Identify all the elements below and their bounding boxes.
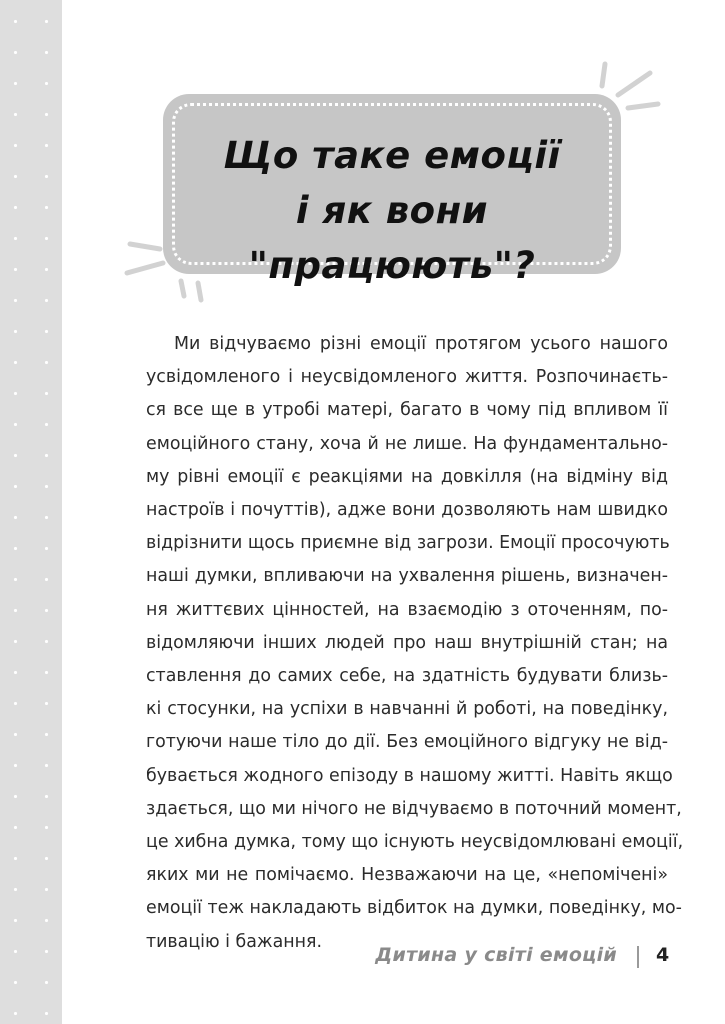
page-title-line-1: Що таке емоції: [223, 134, 561, 177]
paragraph-line: відомляючи інших людей про наш внутрішній стан; на: [146, 632, 668, 653]
paragraph-line: кі стосунки, на успіхи в навчанні й роботі, на поведінку,: [146, 699, 668, 720]
paragraph-line: готуючи наше тіло до дії. Без емоційного відгуку не від-: [146, 732, 668, 753]
ray-top-right-2: [618, 73, 650, 95]
left-margin-strip: [0, 0, 62, 1024]
ray-bottom-left-1: [130, 244, 160, 249]
paragraph-line: бувається жодного епізоду в нашому житті. Навіть якщо: [146, 765, 673, 786]
paragraph-line: ставлення до самих себе, на здатність будувати близь-: [146, 666, 668, 687]
paragraph-line: му рівні емоції є реакціями на довкілля (на відміну від: [146, 466, 668, 487]
footer-book-title: Дитина у світі емоцій: [375, 944, 617, 966]
paragraph-line: усвідомленого і неусвідомленого життя. Розпочинаєть-: [146, 367, 668, 388]
paragraph-line: емоційного стану, хоча й не лише. На фундаментально-: [146, 433, 668, 454]
page-title: [163, 128, 621, 293]
paragraph-line: настроїв і почуттів), адже вони дозволяють нам швидко: [146, 500, 668, 521]
page-number: 4: [656, 944, 670, 966]
paragraph-line: емоції теж накладають відбиток на думки, поведінку, мо-: [146, 898, 682, 919]
paragraph-line: тивацію і бажання.: [146, 931, 322, 952]
page-title-line-2: і як вони "працюють"?: [248, 189, 536, 287]
paragraph-line: ся все ще в утробі матері, багато в чому під впливом її: [146, 400, 668, 421]
paragraph-line: здається, що ми нічого не відчуваємо в поточний момент,: [146, 798, 682, 819]
paragraph-line: наші думки, впливаючи на ухвалення рішень, визначен-: [146, 566, 668, 587]
ray-bottom-left-2: [127, 263, 163, 273]
body-paragraph: [146, 328, 684, 959]
paragraph-line: відрізнити щось приємне від загрози. Емоції просочують: [146, 533, 670, 554]
paragraph-line: Ми відчуваємо різні емоції протягом усього нашого: [174, 334, 668, 354]
paragraph-line: яких ми не помічаємо. Незважаючи на це, «непомічені»: [146, 865, 668, 886]
ray-top-right-3: [628, 104, 658, 108]
title-card: [163, 94, 621, 287]
footer-separator: [637, 946, 639, 968]
paragraph-line: ня життєвих цінностей, на взаємодію з оточенням, по-: [146, 599, 668, 620]
page-footer: [0, 942, 725, 972]
paragraph-line: це хибна думка, тому що існують неусвідомлювані емоції,: [146, 832, 684, 853]
ray-top-right-1: [602, 64, 605, 86]
